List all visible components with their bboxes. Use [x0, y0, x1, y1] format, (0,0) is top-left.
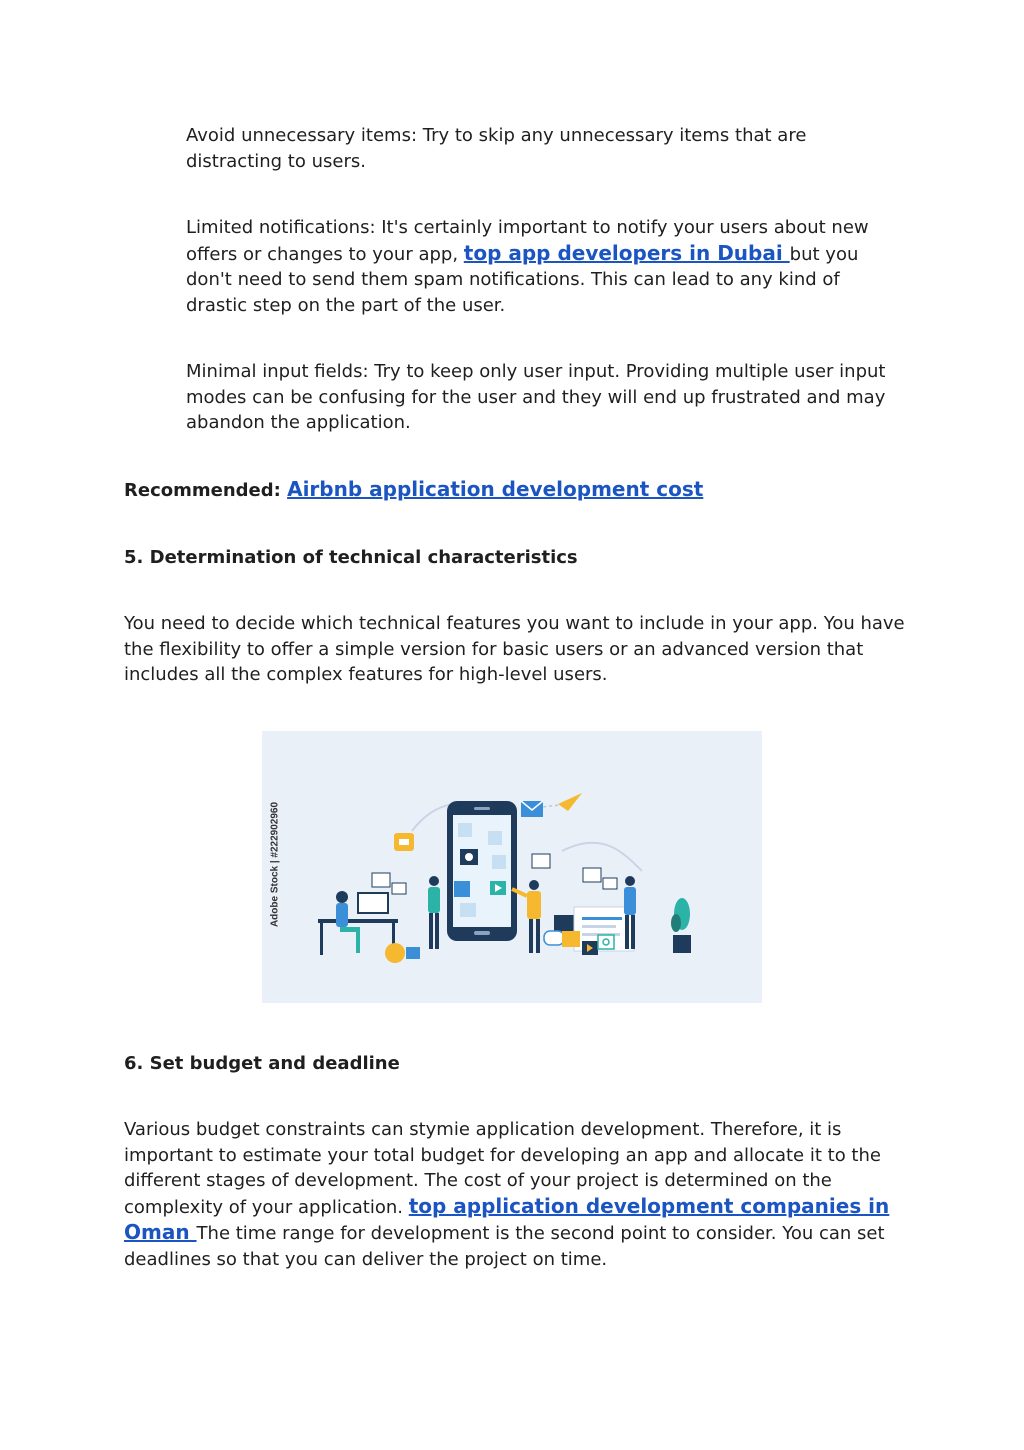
emoji-icon: [385, 943, 405, 963]
notifications-text-after: but you don't need to send them spam notifications. This can lead to any kind of drastic step on the part of the user.: [186, 243, 859, 316]
avoid-items-paragraph: [186, 123, 906, 174]
plant-icon: [671, 898, 691, 953]
minimal-input-text: Minimal input fields: Try to keep only user input. Providing multiple user input modes can be confusing for the user and they will end up frustrated and may abandon the application.: [186, 361, 886, 433]
notifications-text-before: Limited notifications: It's certainly important to notify your users about new offers or changes to your app,: [186, 217, 869, 265]
section6-text-after: The time range for development is the second point to consider. You can set deadlines so that you can deliver the project on time.: [124, 1223, 885, 1270]
dubai-developers-link[interactable]: top app developers in Dubai: [463, 240, 790, 265]
section6-heading: 6. Set budget and deadline: [124, 1053, 400, 1074]
avoid-items-text: Avoid unnecessary items: Try to skip any unnecessary items that are distracting to users.: [186, 125, 807, 172]
paper-plane-icon: [558, 793, 582, 811]
stock-label: Adobe Stock | #222902960: [269, 801, 281, 928]
oman-companies-link[interactable]: top application development companies in Oman: [124, 1193, 890, 1244]
section5-body: You need to decide which technical features you want to include in your app. You have the flexibility to offer a simple version for basic users or an advanced version that includes all the complex features for high-level users.: [124, 613, 905, 685]
section6-text-before: Various budget constraints can stymie application development. Therefore, it is important to estimate your total budget for developing an app and allocate it to the different stages of development. The cost of your project is determined on the complexity of your application.: [124, 1119, 881, 1218]
developer-at-desk: [318, 891, 398, 955]
section5-heading: 5. Determination of technical characteristics: [124, 547, 578, 568]
minimal-input-paragraph: [186, 359, 906, 436]
smartphone-icon: [447, 801, 517, 941]
illustration-svg: [262, 731, 762, 1003]
woman-figure: [428, 876, 440, 949]
airbnb-cost-link[interactable]: Airbnb application development cost: [287, 477, 704, 501]
section6-body: [124, 1117, 908, 1272]
recommended-label: Recommended:: [124, 480, 288, 501]
app-development-illustration: [262, 731, 762, 1003]
notifications-paragraph: [186, 215, 906, 318]
dashboard-cluster: [544, 907, 634, 955]
recommended-line: [124, 477, 908, 504]
